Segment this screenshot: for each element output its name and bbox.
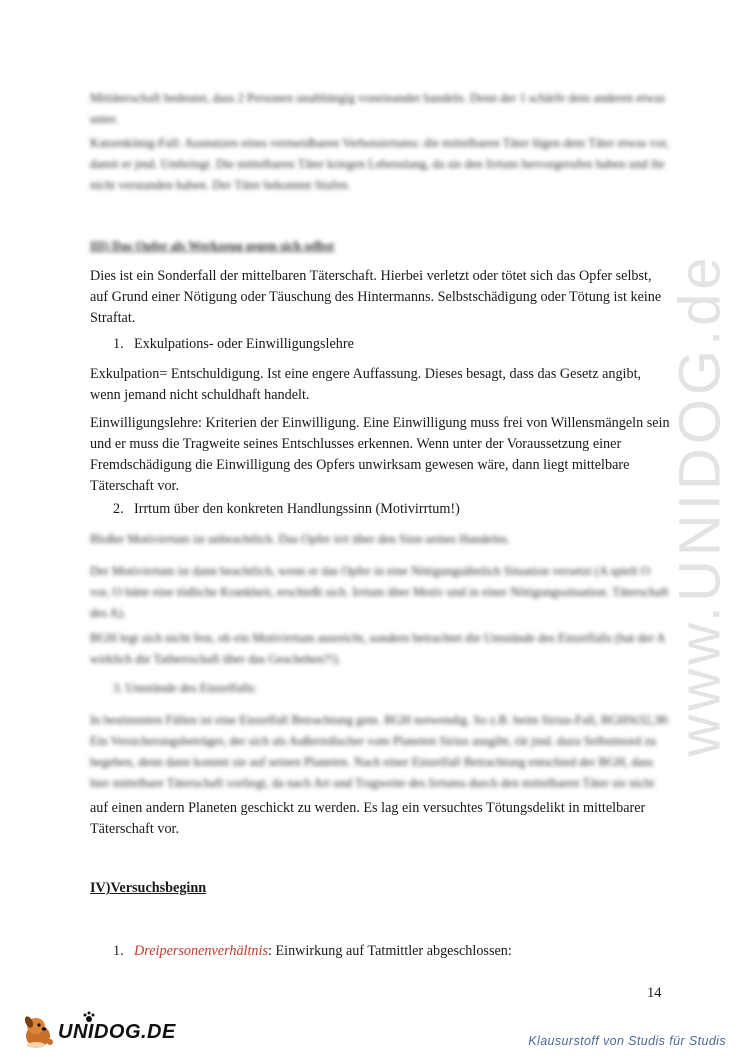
paragraph-einwilligung: Einwilligungslehre: Kriterien der Einwilligung. Eine Einwilligung muss frei von Willensmängeln sein und er muss die Tragweite seines Entschlusses erkennen. Wenn unter der Voraussetzung einer Fremdschädigung die Einwilligung des Opfers unwirksam gewesen wäre, dann liegt mittelbare Täterschaft vor. (90, 415, 670, 494)
blurred-paragraph-3: Bloßer Motivirrtum ist unbeachtlich. Das Opfer irrt über den Sinn seines Handelns. (90, 532, 511, 546)
list-item-motivirrtum: Irrtum über den konkreten Handlungssinn (Motivirrtum!) (134, 501, 460, 517)
page-number: 14 (647, 985, 662, 1001)
blurred-paragraph-2: Katzenkönig-Fall: Ausnutzen eines vermeidbaren Verbotsirrtums: die mittelbaren Täter lügen dem Täter etwas vor, damit er jmd. Umbringt. Die mittelbaren Täter kriegen Lebenslang, da sie den Irrtum hervorgerufen haben und ihr nicht verstanden haben. Der Täter bekommt Stufen. (90, 136, 669, 192)
list-number-last: 1. (113, 943, 124, 959)
logo-text: UNIDOG.DE (58, 1021, 176, 1043)
list-item-dreipersonen-rest: : Einwirkung auf Tatmittler abgeschlossen: (267, 943, 512, 959)
emphasis-dreipersonenverhaeltnis: Dreipersonenverhältnis (134, 943, 268, 959)
paragraph-planet-line-1: auf einen andern Planeten geschickt zu werden. Es lag ein versuchtes Tötungsdelikt in mittelbarer (90, 800, 646, 816)
list-number-2: 2. (113, 501, 124, 517)
blurred-paragraph-4: Der Motivirrtum ist dann beachtlich, wenn er das Opfer in eine Nötigungsähnlich Situation versetzt (A spielt O vor, O hätte eine tödliche Krankheit, erschießt sich. Irrtum über Motiv und in einer Nötigungssituation. Täterschaft des A). (90, 564, 669, 620)
blurred-paragraph-1: Mittäterschaft bedeutet, dass 2 Personen unabhängig voneinander handeln. Denn der 1 schärfe dem anderen etwas unter. (90, 91, 665, 126)
list-item-dreipersonen (134, 941, 654, 962)
blurred-section-heading: III) Das Opfer als Werkzeug gegen sich selbst (90, 239, 335, 253)
paragraph-sonderfall: Dies ist ein Sonderfall der mittelbaren Täterschaft. Hierbei verletzt oder tötet sich das Opfer selbst, auf Grund einer Nötigung oder Täuschung des Hintermanns. Selbstschädigung oder Tötung ist keine Straftat. (90, 268, 662, 326)
blurred-paragraph-6: In bestimmten Fällen ist eine Einzelfall Betrachtung gem. BGH notwendig. So z.B. beim Sirius-Fall, BGHSt32,38: Ein Versicherungsbetrüger, der sich als Außerirdischer vom Planeten Sirius ausgibt, rät jmd. dazu Selbstmord zu begehen, denn dann kommt sie auf seinen Planeten. Nach einer Einzelfall Betrachtung entschied der BGH, dass hier mittelbare Täterschaft vorliegt, da nach Art und Tragweite des Irrtums durch den mittelbaren Täter sie nicht (90, 713, 670, 790)
heading-versuchsbeginn: IV)Versuchsbeginn (90, 880, 207, 896)
unidog-logo (20, 1012, 176, 1050)
dog-mascot-icon (20, 1012, 60, 1050)
blurred-list-item-3: 3. Umstände des Einzelfalls: (113, 681, 258, 695)
watermark-text: www.UNIDOG.de (667, 253, 733, 757)
list-item-exkulpation: Exkulpations- oder Einwilligungslehre (134, 336, 354, 352)
paragraph-exkulpation: Exkulpation= Entschuldigung. Ist eine engere Auffassung. Dieses besagt, dass das Gesetz angibt, wenn jemand nicht schuldhaft handelt. (90, 366, 642, 403)
list-number-1: 1. (113, 336, 124, 352)
footer-tagline: Klausurstoff von Studis für Studis (528, 1034, 726, 1048)
paragraph-planet-line-2: Täterschaft vor. (90, 821, 180, 837)
blurred-paragraph-5: BGH legt sich nicht fest, ob ein Motivirrtum ausreicht, sondern betrachtet die Umstände des Einzelfalls (hat der A wirklich die Tatherrschaft über das Geschehen?!). (90, 631, 665, 666)
